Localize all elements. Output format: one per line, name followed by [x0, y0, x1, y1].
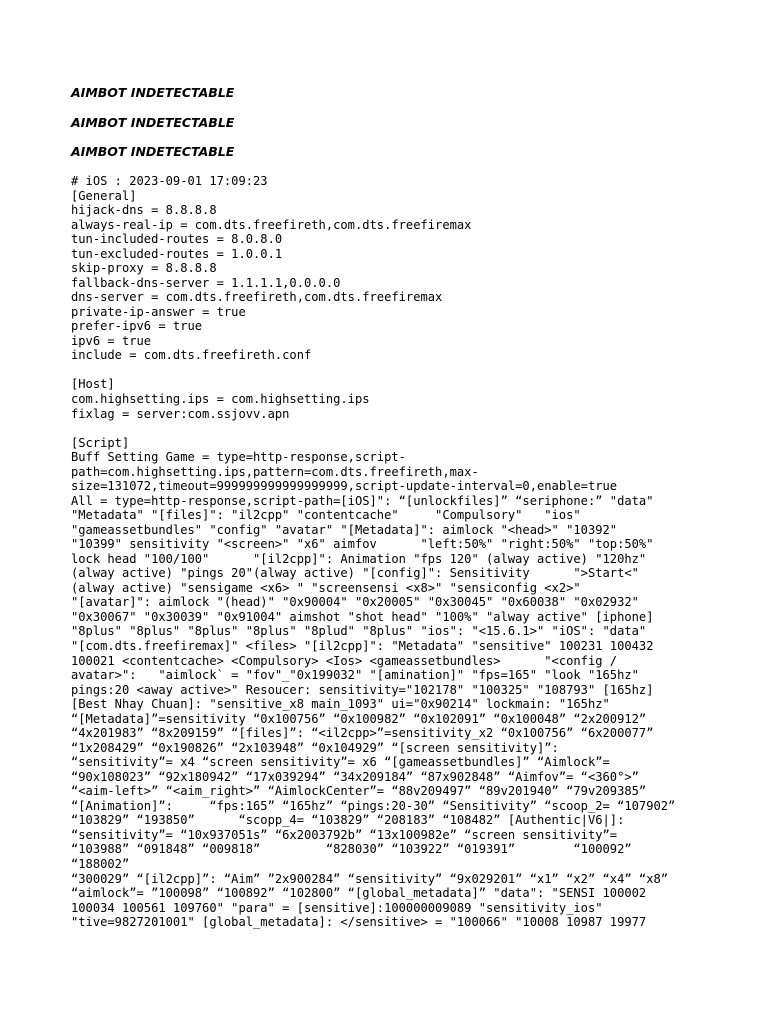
code-line: [General]	[71, 188, 137, 203]
heading-group	[71, 85, 234, 174]
code-line: "[avatar]": aimlock "(head)" "0x90004" "0x20005" "0x30045" "0x60038" "0x02932"	[71, 595, 639, 610]
code-line: “sensitivity”= x4 “screen sensitivity”= x6 “[gameassetbundles]” “Aimlock”=	[71, 755, 610, 770]
code-line: (alway active) "sensigame <x6> " "screensensi <x8>" "sensiconfig <x2>"	[71, 580, 581, 595]
code-line: (alway active) "pings 20"(alway active) "[config]": Sensitivity ">Start<"	[71, 566, 639, 581]
document-heading: AIMBOT INDETECTABLE	[71, 114, 235, 130]
code-line: [Host]	[71, 377, 115, 392]
code-line: avatar>": "aimlock` = "fov"_"0x199032" "[amination]" "fps=165" "look "165hz"	[71, 668, 639, 683]
code-line: private-ip-answer = true	[71, 304, 246, 319]
code-line: "8plus" "8plus" "8plus" "8plus" "8plud" "8plus" "ios": "<15.6.1>" "iOS": "data"	[71, 624, 647, 639]
code-line: “aimlock”= ”100098” “100892” “102800” “[global_metadata]” "data": "SENSI 100002	[71, 886, 647, 901]
code-line: “188002”	[71, 856, 130, 871]
code-line: fixlag = server:com.ssjovv.apn	[71, 406, 290, 421]
code-line: "gameassetbundles" "config" "avatar" "[Metadata]": aimlock "<head>" "10392"	[71, 522, 618, 537]
code-line: “90x108023” “92x180942” “17x039294” “34x209184” “87x902848” “Aimfov”= “<360°>”	[71, 769, 639, 784]
code-line: “[Metadata]”=sensitivity “0x100756” “0x100982” “0x102091” “0x100048” “2x200912”	[71, 711, 647, 726]
code-line: always-real-ip = com.dts.freefireth,com.dts.freefiremax	[71, 217, 472, 232]
code-line: # iOS : 2023-09-01 17:09:23	[71, 174, 268, 188]
code-line: “[Animation]”: “fps:165” “165hz” “pings:20-30” “Sensitivity” “scoop_2= “107902”	[71, 798, 676, 813]
code-line: lock head "100/100" "[il2cpp]": Animation "fps 120" (alway active) "120hz"	[71, 551, 647, 566]
code-line: include = com.dts.freefireth.conf	[71, 348, 312, 363]
code-line: “300029” “[il2cpp]”: “Aim” ”2x900284” “sensitivity” “9x029201” “x1” “x2” “x4” “x8”	[71, 871, 669, 886]
code-line: ipv6 = true	[71, 333, 152, 348]
code-line: dns-server = com.dts.freefireth,com.dts.freefiremax	[71, 290, 443, 305]
code-line: "10399" sensitivity "<screen>" "x6" aimfov "left:50%" "right:50%" "top:50%"	[71, 537, 654, 552]
code-line: tun-included-routes = 8.0.8.0	[71, 232, 283, 247]
code-line: "0x30067" "0x30039" "0x91004" aimshot "shot head" "100%" "alway active" [iphone]	[71, 609, 654, 624]
code-line: hijack-dns = 8.8.8.8	[71, 203, 217, 218]
code-line: path=com.highsetting.ips,pattern=com.dts.freefireth,max-	[71, 464, 479, 479]
code-line: [Script]	[71, 435, 130, 450]
code-line: Buff Setting Game = type=http-response,script-	[71, 450, 406, 465]
document-heading: AIMBOT INDETECTABLE	[71, 85, 235, 100]
code-line: 100034 100561 109760" "para" = [sensitive]:100000009089 "sensitivity_ios"	[71, 900, 603, 915]
document-heading: AIMBOT INDETECTABLE	[71, 144, 235, 159]
code-line: size=131072,timeout=999999999999999999,script-update-interval=0,enable=true	[71, 479, 618, 494]
code-line: “1x208429” “0x190826” “2x103948” “0x104929” “[screen sensitivity]”:	[71, 740, 559, 755]
code-line: “<aim-left>” “<aim_right>” “AimlockCenter”= “88v209497” “89v201940” “79v209385”	[71, 784, 647, 799]
code-line: fallback-dns-server = 1.1.1.1,0.0.0.0	[71, 275, 341, 290]
code-line: “103988” “091848” “009818” “828030” “103922” “019391” “100092”	[71, 842, 632, 857]
code-line: pings:20 <away active>" Resoucer: sensitivity="102178" "100325" "108793" [165hz]	[71, 682, 654, 697]
code-line: com.highsetting.ips = com.highsetting.ips	[71, 391, 370, 406]
config-code-block	[71, 174, 751, 930]
code-line: All = type=http-response,script-path=[iOS]": “[unlockfiles]” “seriphone:” "data"	[71, 493, 654, 508]
code-line: “4x201983” “8x209159” “[files]”: “<il2cpp>”=sensitivity_x2 “0x100756” “6x200077”	[71, 726, 654, 741]
code-line: "Metadata" "[files]": "il2cpp" "contentcache" "Compulsory" "ios"	[71, 508, 581, 523]
code-line: tun-excluded-routes = 1.0.0.1	[71, 246, 283, 261]
code-line: "tive=9827201001" [global_metadata]: </sensitive> = "100066" "10008 10987 19977	[71, 915, 647, 930]
code-line: “sensitivity”= “10x937051s” “6x2003792b” “13x100982e” “screen sensitivity”=	[71, 827, 618, 842]
code-line: “103829” “193850” “scopp_4= “103829” “208183” “108482” [Authentic|V6|]:	[71, 813, 625, 828]
code-line: prefer-ipv6 = true	[71, 319, 203, 334]
code-line: "[com.dts.freefiremax]" <files> "[il2cpp]": "Metadata" "sensitive" 100231 100432	[71, 639, 654, 653]
code-line: 100021 <contentcache> <Compulsory> <Ios> <gameassetbundles> "<config /	[71, 653, 618, 668]
code-line: [Best Nhay Chuan]: "sensitive_x8 main_1093" ui="0x90214" lockmain: "165hz"	[71, 697, 610, 712]
code-line: skip-proxy = 8.8.8.8	[71, 261, 217, 276]
